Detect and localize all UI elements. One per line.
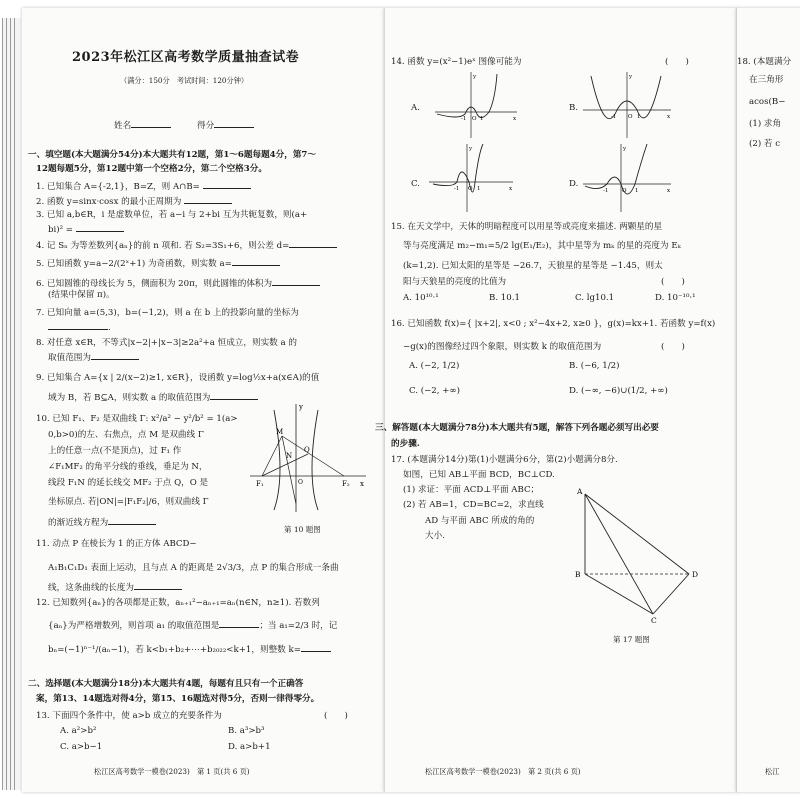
question-17-b: 如图，已知 AB⊥平面 BCD，BC⊥CD.	[403, 470, 555, 480]
question-15-c: (k=1,2). 已知太阳的星等是 −26.7，天狼星的星等是 −1.45，则太	[403, 261, 663, 271]
label-m: M	[276, 428, 284, 436]
exam-meta: （满分：150分 考试时间：120分钟）	[120, 76, 249, 85]
figure-17-caption: 第 17 题图	[613, 635, 650, 644]
d-label-1: 1	[635, 188, 639, 194]
question-8-cont: 取值范围为	[48, 350, 139, 364]
answer-blank-3[interactable]	[76, 222, 124, 232]
question-10-f: 坐标原点. 若|ON|=|F₁F₂|/6，则双曲线 Γ	[48, 497, 209, 507]
name-field[interactable]: 姓名	[114, 118, 171, 132]
section2-header-cont: 案，第13、14题选对得4分，第15、16题选对得5分，否则一律得零分。	[36, 694, 320, 704]
question-2: 2. 函数 y=sinx·cosx 的最小正周期为	[36, 194, 232, 208]
label-q: Q	[304, 446, 310, 454]
answer-blank-5[interactable]	[232, 256, 280, 266]
d-label-y: y	[623, 146, 627, 152]
question-17-f: 大小.	[425, 531, 445, 541]
label-f2: F₂	[342, 480, 350, 488]
section1-header-cont: 12题每题5分，第12题中第一个空格2分，第二个空格3分。	[36, 164, 267, 174]
c-label-x: x	[509, 186, 513, 192]
score-field[interactable]: 得分	[197, 118, 254, 132]
vertex-b-label: B	[575, 570, 581, 579]
figure-10-hyperbola	[248, 400, 368, 515]
c-label-1: 1	[477, 186, 481, 192]
a-label-x: x	[513, 116, 517, 122]
c-label-y: y	[469, 146, 473, 152]
question-14: 14. 函数 y=(x²−1)eˣ 图像可能为	[391, 57, 522, 67]
label-y: y	[299, 403, 303, 411]
figure-17-tetrahedron	[571, 484, 707, 624]
question-17-c: (1) 求证：平面 ACD⊥平面 ABC；	[403, 485, 540, 495]
question-12-d: bₙ=(−1)ⁿ⁻¹/(aₙ−1)，若 k<b₁+b₂+⋯+b₂₀₂₂<k+1，则整数 k=	[48, 642, 331, 656]
option-14-c[interactable]: C.	[411, 179, 421, 189]
exam-page-2	[375, 8, 737, 792]
vertex-c-label: C	[651, 616, 657, 624]
option-13-d[interactable]: D. a>b+1	[228, 742, 271, 752]
a-label-1: 1	[480, 116, 484, 122]
question-18-c: acos(B−	[749, 97, 786, 107]
question-16: 16. 已知函数 f(x)={ |x+2|, x<0 ; x²−4x+2, x≥0 }，g(x)=kx+1. 若函数 y=f(x)	[391, 319, 716, 329]
answer-blank-10[interactable]	[108, 515, 156, 525]
d-label-o: O	[622, 188, 627, 194]
question-16-answer-paren[interactable]: ( )	[661, 342, 685, 352]
question-6-cont: (结果中保留 π)。	[48, 290, 115, 300]
d-label-neg1: -1	[603, 188, 609, 194]
b-label-y: y	[629, 74, 633, 80]
a-label-o: O	[472, 116, 477, 122]
option-15-b[interactable]: B. 10.1	[489, 293, 520, 303]
d-label-x: x	[667, 188, 671, 194]
figure-10-caption: 第 10 题图	[284, 525, 321, 534]
question-9-cont: 域为 B，若 B⊆A，则实数 a 的取值范围为	[48, 390, 258, 404]
question-3-cont: bi)² =	[48, 222, 124, 236]
option-14-a[interactable]: A.	[411, 103, 420, 113]
question-13: 13. 下面四个条件中，使 a>b 成立的充要条件为	[36, 711, 222, 721]
question-15-answer-paren[interactable]: ( )	[661, 277, 685, 287]
vertex-d-label: D	[692, 570, 699, 579]
question-4: 4. 记 Sₙ 为等差数列{aₙ}的前 n 项和. 若 S₂=3S₁+6，则公差 d=	[36, 238, 337, 252]
label-f1: F₁	[256, 480, 264, 488]
question-10-g: 的渐近线方程为	[48, 515, 156, 529]
answer-blank-12b[interactable]	[301, 642, 331, 652]
vertex-a-label: A	[577, 487, 583, 496]
question-12: 12. 已知数列{aₙ}的各项都是正数，aₙ₊₁²−aₙ₊₁=aₙ(n∈N，n≥1). 若数列	[36, 598, 320, 608]
option-16-d[interactable]: D. (−∞, −6)∪(1/2, +∞)	[569, 386, 668, 396]
question-7: 7. 已知向量 a=(5,3)，b=(−1,2)，则 a 在 b 上的投影向量的坐标为	[36, 308, 299, 318]
c-label-o: O	[468, 186, 473, 192]
option-16-a[interactable]: A. (−2, 1/2)	[409, 361, 460, 371]
label-n: N	[286, 452, 293, 460]
question-10-c: 上的任意一点(不是顶点)，过 F₁ 作	[48, 446, 182, 456]
answer-blank-11[interactable]	[134, 580, 182, 590]
label-o: O	[298, 479, 303, 486]
option-13-b[interactable]: B. a³>b³	[228, 726, 265, 736]
answer-blank-4[interactable]	[289, 238, 337, 248]
answer-blank-8[interactable]	[91, 350, 139, 360]
option-14-b[interactable]: B.	[569, 103, 579, 113]
page-stack-edges	[0, 18, 22, 790]
question-9: 9. 已知集合 A={x | 2/(x−2)≥1, x∈R}，设函数 y=log½x+a(x∈A)的值	[36, 373, 320, 383]
b-label-o: O	[628, 114, 633, 120]
question-18: 18. (本题满分	[737, 57, 792, 67]
question-13-answer-paren[interactable]: ( )	[324, 711, 348, 721]
option-14-d[interactable]: D.	[569, 179, 579, 189]
question-17: 17. (本题满分14分)第(1)小题满分6分，第(2)小题满分8分.	[391, 455, 618, 465]
option-16-c[interactable]: C. (−2, +∞)	[409, 386, 460, 396]
question-11-c: 线，这条曲线的长度为	[48, 580, 182, 594]
c-label-neg1: -1	[454, 186, 460, 192]
option-15-c[interactable]: C. lg10.1	[575, 293, 615, 303]
question-15-b: 等与亮度满足 m₂−m₁=5/2 lg(E₁/E₂)，其中星等为 mₖ 的星的亮度为 Eₖ	[403, 241, 681, 251]
question-8: 8. 对任意 x∈R，不等式|x−2|+|x−3|≥2a²+a 恒成立，则实数 a 的	[36, 338, 297, 348]
question-11-b: A₁B₁C₁D₁ 表面上运动，且与点 A 的距离是 2√3/3，点 P 的集合形成一条曲	[48, 563, 339, 573]
answer-blank-9[interactable]	[210, 390, 258, 400]
option-13-a[interactable]: A. a²>b²	[60, 726, 97, 736]
question-10-b: 0,b>0)的左、右焦点，点 M 是双曲线 Γ	[48, 430, 204, 440]
question-18-e: (2) 若 c	[749, 139, 781, 149]
option-14-a-graph	[433, 70, 519, 140]
section1-header: 一、填空题(本大题满分54分)本大题共有12题，第1～6题每题4分，第7～	[28, 150, 317, 160]
section2-header: 二、选择题(本大题满分18分)本大题共有4题，每题有且只有一个正确答	[28, 679, 304, 689]
question-11: 11. 动点 P 在棱长为 1 的正方体 ABCD−	[36, 539, 197, 549]
question-6: 6. 已知圆锥的母线长为 5，侧面积为 20π，则此圆锥的体积为	[36, 276, 320, 290]
exam-page-1	[22, 8, 384, 792]
option-13-c[interactable]: C. a>b−1	[60, 742, 103, 752]
page-1-footer: 松江区高考数学一模卷(2023) 第 1 页(共 6 页)	[94, 767, 250, 776]
option-16-b[interactable]: B. (−6, 1/2)	[569, 361, 620, 371]
section3-header: 三、解答题(本大题满分78分)本大题共有5题，解答下列各题必须写出必要	[375, 423, 659, 433]
exam-page-3-partial	[736, 8, 800, 792]
page-2-footer: 松江区高考数学一模卷(2023) 第 2 页(共 6 页)	[425, 767, 581, 776]
question-15-d: 阳与天狼星的亮度的比值为	[403, 277, 507, 287]
option-14-b-graph	[581, 70, 673, 140]
question-10-e: 线段 F₁N 的延长线交 MF₂ 于点 Q，O 是	[48, 478, 209, 488]
answer-blank-2[interactable]	[184, 194, 232, 204]
question-1: 1. 已知集合 A={-2,1}，B=Z，则 A∩B=	[36, 179, 251, 193]
question-14-answer-paren[interactable]: ( )	[665, 57, 689, 67]
question-5: 5. 已知函数 y=a−2/(2ˣ+1) 为奇函数，则实数 a=	[36, 256, 280, 270]
label-x: x	[360, 480, 364, 488]
question-17-e: AD 与平面 ABC 所成的角的	[425, 516, 535, 526]
question-10-d: ∠F₁MF₂ 的角平分线的垂线，垂足为 N，	[48, 462, 208, 472]
answer-blank-1[interactable]	[203, 179, 251, 189]
a-label-neg1: -1	[461, 116, 467, 122]
answer-blank-7[interactable]: .	[48, 320, 111, 334]
option-15-a[interactable]: A. 10¹⁰·¹	[403, 293, 439, 303]
b-label-x: x	[667, 114, 671, 120]
answer-blank-12a[interactable]	[219, 618, 259, 628]
option-14-d-graph	[581, 142, 673, 214]
section3-header-cont: 的步骤.	[391, 439, 420, 449]
option-15-d[interactable]: D. 10⁻¹⁰·¹	[655, 293, 696, 303]
question-10: 10. 已知 F₁、F₂ 是双曲线 Γ: x²/a² − y²/b² = 1(a>	[36, 414, 238, 424]
question-18-b: 在三角形	[749, 75, 784, 85]
page-3-footer: 松江	[765, 767, 780, 776]
question-12-b: {aₙ}为严格增数列，则首项 a₁ 的取值范围是 ；当 a₁=2/3 时，记	[48, 618, 337, 632]
option-14-c-graph	[427, 142, 515, 214]
answer-blank-6[interactable]	[272, 276, 320, 286]
a-label-y: y	[473, 74, 477, 80]
question-17-d: (2) 若 AB=1，CD=BC=2，求直线	[403, 500, 544, 510]
question-15: 15. 在天文学中，天体的明暗程度可以用星等或亮度来描述. 两颗星的星	[391, 222, 663, 232]
exam-title: 2023年松江区高考数学质量抽查试卷	[72, 50, 300, 65]
b-label-1: 1	[637, 114, 641, 120]
question-18-d: (1) 求角	[749, 119, 782, 129]
question-16-b: −g(x)的图像经过四个象限，则实数 k 的取值范围为	[403, 342, 602, 352]
question-3: 3. 已知 a,b∈R，i 是虚数单位，若 a−i 与 2+bi 互为共轭复数，则(a+	[36, 210, 308, 220]
b-label-neg1: -1	[611, 114, 617, 120]
